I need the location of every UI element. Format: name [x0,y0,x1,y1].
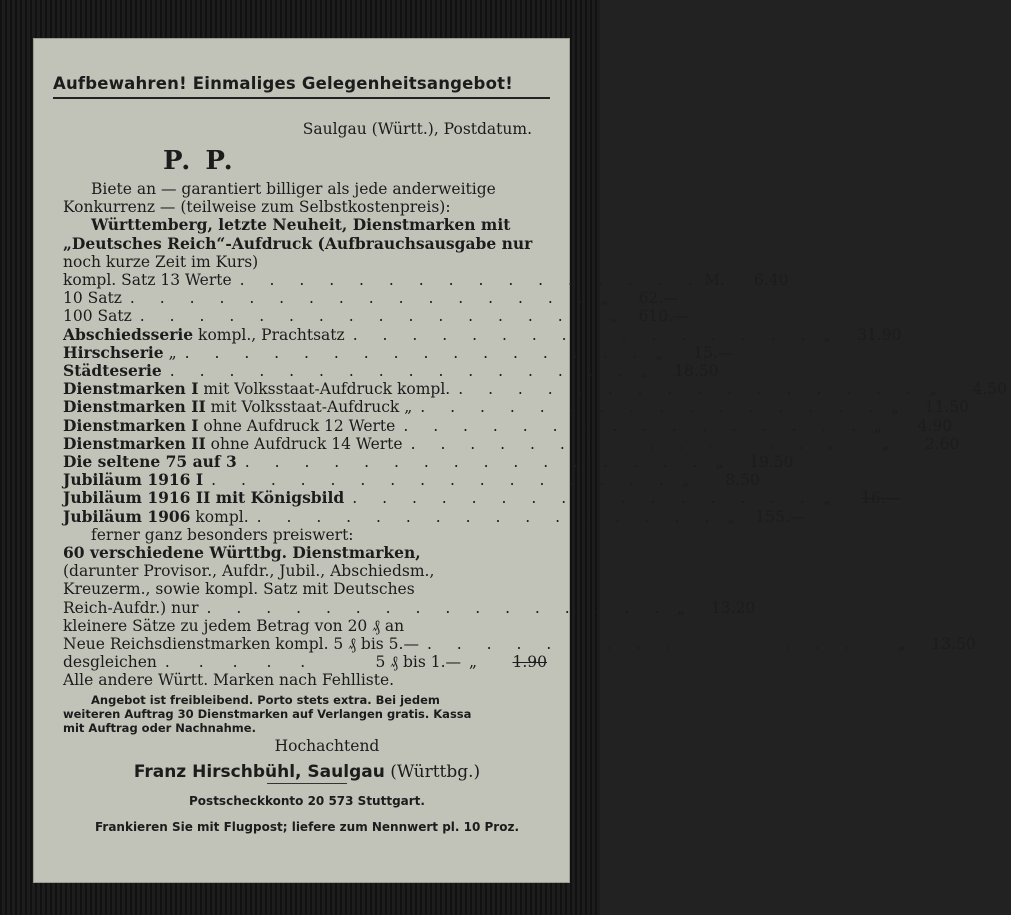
currency-mark [461,617,485,635]
terms-line-2: weiteren Auftrag 30 Dienstmarken auf Verlangen gratis. Kassa [63,706,472,721]
leader-dots: . . . . . . . . . . . . . . . . [410,434,874,453]
andere-line: Alle andere Württ. Marken nach Fehlliste. [63,671,395,690]
terms-line-1: Angebot ist freibleibend. Porto stets extra. Bei jedem [91,692,440,707]
leader-dots: . . . . . . . . . . . . . . . . [206,598,670,617]
price-row [63,506,806,526]
item-label-text: mit Volksstaat-Aufdruck „ [205,398,413,417]
price-row [63,598,756,617]
salutation: P. P. [163,146,236,176]
leader-dots: . . . . . . . . . . . . . . . . [420,398,884,417]
price-row [63,470,760,490]
leader-dots [404,617,461,635]
item-label-text: kompl. [190,507,249,526]
item-label [63,508,249,526]
item-price: 1.90 [512,653,547,672]
price-row [63,653,551,671]
item-label [63,489,344,507]
item-label [63,417,395,435]
currency-mark: „ [727,507,736,526]
sixty-line-1: 60 verschiedene Württbg. Dienstmarken, [63,543,421,563]
leader-dots: . . . . . . . . . . . . . . . . [352,325,816,344]
item-price: 6.40 [753,271,789,290]
place-date: Saulgau (Württ.), Postdatum. [302,120,532,138]
postcard [33,38,1007,883]
item-label [63,307,132,325]
intro-line-2: Konkurrenz — (teilweise zum Selbstkostenpreis): [63,198,451,217]
item-mid: 5 ₰ bis 1.— [375,653,461,672]
item-label-text: mit Volksstaat-Aufdruck kompl. [198,380,451,399]
item-label-bold: Abschiedsserie [63,324,194,344]
item-price: 4.90 [917,416,953,435]
currency-mark: „ [655,343,664,362]
item-price [485,617,551,635]
price-row [63,617,551,635]
price-row [63,379,1007,399]
item-label-text: 100 Satz [63,307,132,326]
price-row [63,271,789,290]
item-label-text: ohne Aufdruck 12 Werte [198,416,396,435]
item-price: 13.50 [931,635,976,654]
leader-dots: . . . . . [164,653,318,672]
footer-note: Frankieren Sie mit Flugpost; liefere zum Nennwert pl. 10 Proz. [94,820,520,835]
item-label-bold: Dienstmarken I [63,415,199,435]
currency-mark: „ [610,307,619,326]
item-label [63,362,162,380]
item-label-text: kompl., Prachtsatz [193,325,345,344]
headline-rule [53,97,550,99]
item-label [63,344,177,362]
currency-mark: „ [677,598,686,617]
item-price: 16.— [860,489,901,508]
item-label-text: desgleichen [63,653,157,672]
item-label-text: kompl. Satz 13 Werte [63,271,232,290]
currency-mark: „ [928,380,937,399]
item-label-text: 10 Satz [63,289,122,308]
sixty-line-2: (darunter Provisor., Aufdr., Jubil., Abschiedsm., [63,562,435,581]
item-price: 610.— [638,307,689,326]
item-label [63,653,157,671]
currency-mark: „ [897,635,906,654]
item-label-bold: Städteserie [63,361,162,381]
item-label [63,471,203,489]
sender-rule [267,783,347,784]
item-label-text: „ [163,343,177,362]
currency-mark: „ [640,362,649,381]
price-row [63,635,976,654]
price-row [63,342,734,362]
postscheck: Postscheckkonto 20 573 Stuttgart. [189,794,425,809]
item-price: 31.90 [857,325,902,344]
leader-dots: . . . . . . . . . . . . . . . . [244,453,708,472]
ferner-line: ferner ganz besonders preiswert: [91,525,354,544]
item-label-bold: Hirschserie [63,342,164,362]
item-price: 11.50 [924,398,970,417]
item-label [63,635,419,653]
item-label-bold: Dienstmarken II [63,433,206,453]
item-label-text: Neue Reichsdienstmarken kompl. 5 ₰ bis 5.— [63,635,419,654]
item-label [63,599,199,617]
item-price: 2.60 [924,434,960,453]
price-list [63,271,1007,526]
item-price: 155.— [755,507,806,526]
item-price: 13.20 [710,598,756,617]
sender-region: (Württbg.) [384,761,481,782]
price-row [63,397,970,417]
item-price: 62.— [638,289,679,308]
item-label-text: Reich-Aufdr.) nur [63,598,199,617]
price-row [63,324,902,344]
item-label-text: kleinere Sätze zu jedem Betrag von 20 ₰ an [63,616,405,635]
currency-mark: „ [874,416,883,435]
currency-mark: „ [822,489,832,508]
currency-mark: „ [881,434,890,453]
item-label [63,453,237,471]
price-row [63,289,679,308]
headline: Aufbewahren! Einmaliges Gelegenheitsangebot! [53,74,513,93]
currency-mark: „ [468,653,478,672]
item-price: 8.50 [725,471,760,490]
intro-line-1: Biete an — garantiert billiger als jede anderweitige [91,180,496,198]
sender-name: Franz Hirschbühl, Saulgau [133,761,385,782]
currency-mark: „ [681,471,690,490]
leader-dots: . . . . . . . . . . . . . . . . [139,307,603,326]
currency-mark: „ [823,325,832,344]
terms-line-3: mit Auftrag oder Nachnahme. [63,720,256,735]
item-label [63,617,404,635]
leader-dots: . . . . . . . . . . . . . . . . [256,507,720,526]
currency-mark: „ [891,398,900,417]
leader-dots: . . . . . . . . . . . . . . . . [426,635,890,654]
item-label-bold: Jubiläum 1916 I [63,470,204,490]
item-price: 19.50 [749,453,794,472]
letter-body [63,180,1007,835]
item-label [63,289,122,307]
item-price: 4.50 [972,380,1007,399]
wuerttemberg-line-1: Württemberg, letzte Neuheit, Dienstmarken mit [91,215,511,235]
price-row [63,415,953,435]
item-label-bold: Jubiläum 1906 [63,506,191,526]
currency-mark: M. [703,271,725,290]
wuerttemberg-line-3: noch kurze Zeit im Kurs) [63,252,259,271]
currency-mark: „ [715,453,724,472]
price-row [63,433,960,453]
item-label [63,271,232,289]
price-list-2 [63,598,976,672]
leader-dots: . . . . . . . . . . . . . . . . [169,362,633,381]
item-label [63,398,412,416]
leader-dots: . . . . . . . . . . . . . . . . [184,343,648,362]
sixty-line-3: Kreuzerm., sowie kompl. Satz mit Deutsches [63,580,415,599]
item-label-bold: Jubiläum 1916 II mit Königsbild [63,488,345,508]
leader-dots: . . . . . . . . . . . . . . . . [239,271,703,290]
item-label [63,326,345,344]
item-label-bold: Dienstmarken I [63,379,199,399]
item-label-bold: Dienstmarken II [63,397,206,417]
leader-dots: . . . . . . . . . . . . . . . . [129,289,593,308]
leader-dots: . . . . . . . . . . . . . . . . [211,471,674,490]
price-row [63,307,689,326]
item-label [63,380,450,398]
item-price: 15.— [693,343,734,362]
leader-dots: . . . . . . . . . . . . . . . . [458,380,921,399]
closing: Hochachtend [274,736,380,755]
price-row [63,361,719,381]
leader-dots: . . . . . . . . . . . . . . . . [352,489,815,508]
price-row [63,488,901,508]
item-label-bold: Die seltene 75 auf 3 [63,452,237,472]
leader-dots: . . . . . . . . . . . . . . . . [403,416,867,435]
price-row [63,452,794,472]
item-label-text: ohne Aufdruck 14 Werte [205,434,403,453]
item-label [63,435,403,453]
sender [63,763,551,781]
currency-mark: „ [600,289,609,308]
wuerttemberg-line-2: „Deutsches Reich“-Aufdruck (Aufbrauchsausgabe nur [63,233,533,253]
item-price: 18.50 [674,362,719,381]
